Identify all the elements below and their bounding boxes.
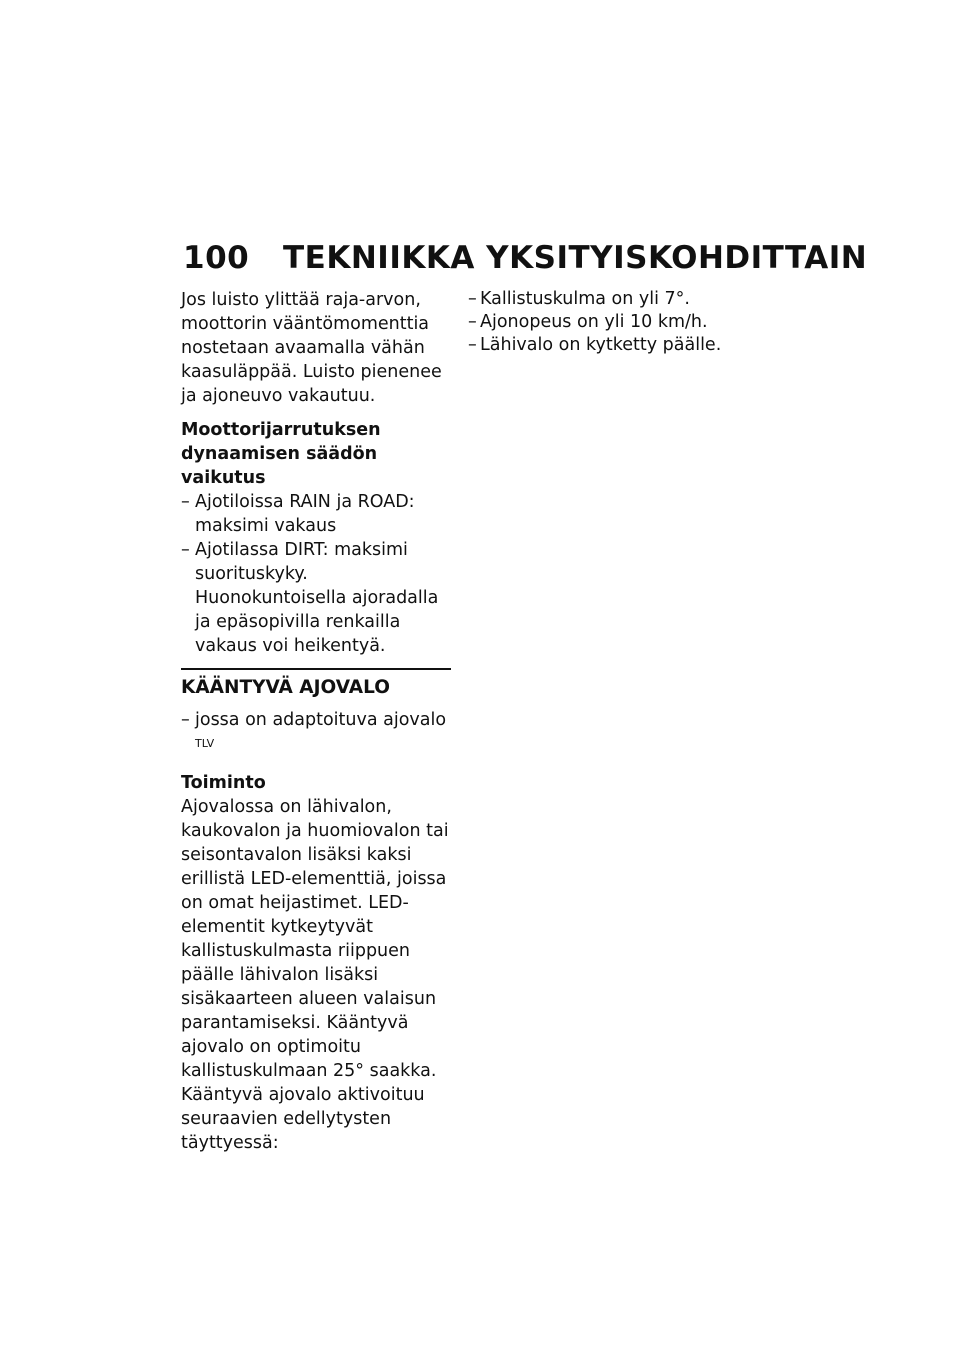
page-header: [183, 240, 868, 276]
list-item: – Ajotilassa DIRT: maksimi suorituskyky. Huonokuntoisella ajoradalla ja epäsopivilla renkailla vakaus voi heikentyä.: [181, 540, 439, 656]
function-heading: Toiminto: [181, 772, 266, 793]
activation-paragraph: Kääntyvä ajovalo aktivoituu seuraavien edellytysten täyttyessä:: [181, 1084, 425, 1153]
left-column: [181, 288, 451, 1165]
page-number: 100: [183, 240, 250, 276]
list-item: – Ajonopeus on yli 10 km/h.: [468, 312, 708, 332]
list-item: – Kallistuskulma on yli 7°.: [468, 289, 690, 309]
section-divider: [181, 668, 451, 670]
list-item: – Ajotiloissa RAIN ja ROAD: maksimi vakaus: [181, 492, 415, 536]
section-heading: KÄÄNTYVÄ AJOVALO: [181, 677, 390, 698]
engine-brake-list: [181, 490, 451, 658]
list-item: – jossa on adaptoituva ajovalo $^{TLV}$: [181, 710, 447, 750]
intro-paragraph: Jos luisto ylittää raja-arvon, moottorin vääntömomenttia nostetaan avaamalla vähän kaasuläppää. Luisto pienenee ja ajoneuvo vakautuu.: [181, 290, 442, 406]
adaptive-light-list: [181, 708, 451, 761]
right-column: [468, 288, 738, 357]
option-code: TLV: [195, 737, 215, 750]
list-item: – Lähivalo on kytketty päälle.: [468, 335, 722, 355]
chapter-title: TEKNIIKKA YKSITYISKOHDITTAIN: [283, 240, 868, 276]
activation-conditions-list: [468, 288, 738, 357]
function-paragraph: Ajovalossa on lähivalon, kaukovalon ja huomiovalon tai seisontavalon lisäksi kaksi erillistä LED-elementtiä, joissa on omat heijastimet. LED-elementit kytkeytyvät kallistuskulmasta riippuen päälle lähivalon lisäksi sisäkaarteen alueen valaisun parantamiseksi. Kääntyvä ajovalo on optimoitu kallistuskulmaan 25° saakka.: [181, 796, 449, 1081]
engine-brake-heading: Moottorijarrutuksen dynaamisen säädön vaikutus: [181, 420, 381, 488]
